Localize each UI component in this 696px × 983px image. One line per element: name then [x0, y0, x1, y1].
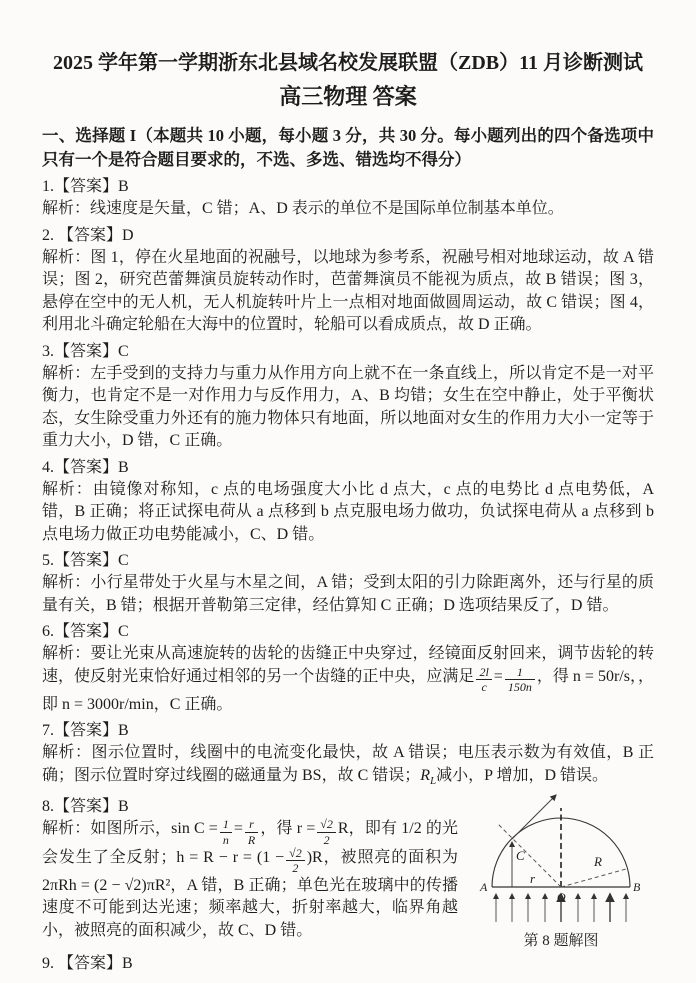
- q7-subscript-L: L: [430, 774, 437, 787]
- figure-caption: 第 8 题解图: [523, 933, 599, 950]
- label-A: A: [480, 880, 488, 895]
- q7-text-2: 减小，P 增加，D 错误。: [436, 766, 609, 784]
- q8-answer: 8.【答案】B: [42, 798, 129, 816]
- fraction-1-over-150n: $\frac{1}{150n}$: [505, 666, 535, 694]
- q6-text-1: 解析：要让光束从高速旋转的齿轮的齿缝正中央穿过，经镜面反射回来，调节齿轮的转速，使反射光束恰好通过相邻的另一个齿缝的正中央，应满足: [42, 645, 654, 685]
- q4-analysis: 解析：由镜像对称知，c 点的电场强度大小比 d 点大，c 点的电势比 d 点电势低，A 错，B 正确；将正试探电荷从 a 点移到 b 点克服电场力做功，负试探电荷从 a 点移到 b 点电场力做正功电势能减小，C、D 错。: [42, 480, 654, 543]
- q3-answer: 3.【答案】C: [42, 342, 129, 360]
- q7-variable-R: R: [420, 766, 431, 784]
- problem8-diagram: [468, 792, 654, 930]
- q1-answer: 1.【答案】B: [42, 178, 129, 195]
- q5-answer: 5.【答案】C: [42, 552, 129, 569]
- question-3: [42, 341, 654, 453]
- fraction-sqrt2-over-2: $\frac{√2}{2}$: [317, 818, 336, 846]
- q1-analysis: 解析：线速度是矢量，C 错；A、D 表示的单位不是国际单位制基本单位。: [42, 200, 564, 217]
- q3-analysis: 解析：左手受到的支持力与重力从作用方向上就不在一条直线上，所以肯定不是一对平衡力，也肯定不是一对作用力与反作用力，A、B 均错；女生在空中静止，处于平衡状态，女生除受重力外还有的施力物体只有地面，所以地面对女生的作用力大小一定等于重力大小，D 错，C 正确。: [42, 364, 654, 449]
- q7-text-1: 解析：图示位置时，线圈中的电流变化最快，故 A 错误；电压表示数为有效值，B 正确；图示位置时穿过线圈的磁通量为 BS，故 C 错误；: [42, 744, 654, 784]
- label-C: C: [516, 848, 525, 864]
- q8-text-3: R，即有 1/2 的光会发生了全反射；h = R − r = (1 −: [42, 820, 458, 866]
- q7-analysis: [42, 742, 654, 792]
- fraction-2l-over-c: $\frac{2l}{c}$: [476, 666, 491, 694]
- q8-text-1: 解析：如图所示，sin C =: [42, 820, 218, 838]
- q8-text-2: ，得 r =: [260, 820, 316, 838]
- question-5: [42, 550, 654, 617]
- q2-analysis: 解析：图 1，停在火星地面的祝融号，以地球为参考系，祝融号相对地球运动，故 A 错误；图 2，研究芭蕾舞演员旋转动作时，芭蕾舞演员不能视为质点，故 B 错误；图 3，悬停在空中的无人机，无人机旋转叶片上一点相对地面做圆周运动，故 C 错误；图 4，利用北斗确定轮船在大海中的位置时，轮船可以看成质点，故 D 正确。: [42, 248, 654, 333]
- q6-analysis: [42, 643, 654, 716]
- q4-answer: 4.【答案】B: [42, 458, 129, 476]
- document-subtitle: 高三物理 答案: [279, 84, 417, 109]
- section-heading: 一、选择题 I（本题共 10 小题，每小题 3 分，共 30 分。每小题列出的四个备选项中只有一个是符合题目要求的，不选、多选、错选均不得分）: [42, 126, 654, 169]
- q8-equals: =: [233, 820, 243, 838]
- question-6: [42, 621, 654, 716]
- label-O: O: [557, 890, 566, 905]
- q6-answer: 6.【答案】C: [42, 623, 129, 640]
- radius-to-point-dashed: [497, 823, 561, 887]
- fraction-r-over-R: $\frac{r}{R}$: [245, 818, 258, 846]
- question-8: [42, 796, 654, 950]
- radius-R-dashed: [561, 869, 626, 887]
- question-7: [42, 720, 654, 792]
- question-9: [42, 953, 654, 975]
- exit-ray: [512, 795, 556, 839]
- q5-analysis: 解析：小行星带处于火星与木星之间，A 错；受到太阳的引力除距离外，还与行星的质量有关，B 错；根据开普勒第三定律，经估算知 C 正确；D 选项结果反了，D 错。: [42, 574, 654, 614]
- q6-text-2: ，得 n = 50r/s，，即 n = 3000r/min，C 正确。: [42, 667, 654, 713]
- document-title: 2025 学年第一学期浙东北县域名校发展联盟（ZDB）11 月诊断测试: [52, 52, 644, 74]
- question-2: [42, 225, 654, 337]
- question-4: [42, 457, 654, 547]
- q6-equals: =: [493, 667, 503, 685]
- figure-problem8: [468, 792, 654, 951]
- q8-text-4: )R，被照亮的面积为 2πRh = (2 − √2)πR²，A 错，B 正确；单色光在玻璃中的传播速度不可能到达光速；频率越大，折射率越大，临界角越小，被照亮的面积减少，故 C、D 错。: [42, 848, 458, 939]
- q7-answer: 7.【答案】B: [42, 722, 129, 740]
- label-B: B: [633, 880, 641, 895]
- label-R: R: [594, 854, 602, 870]
- question-1: [42, 176, 654, 221]
- label-r: r: [530, 871, 536, 887]
- fraction-sqrt2-over-2b: $\frac{√2}{2}$: [286, 847, 305, 875]
- q2-answer: 2. 【答案】D: [42, 226, 134, 244]
- q9-answer: 9. 【答案】B: [42, 955, 133, 973]
- fraction-1-over-n: $\frac{1}{n}$: [220, 818, 232, 846]
